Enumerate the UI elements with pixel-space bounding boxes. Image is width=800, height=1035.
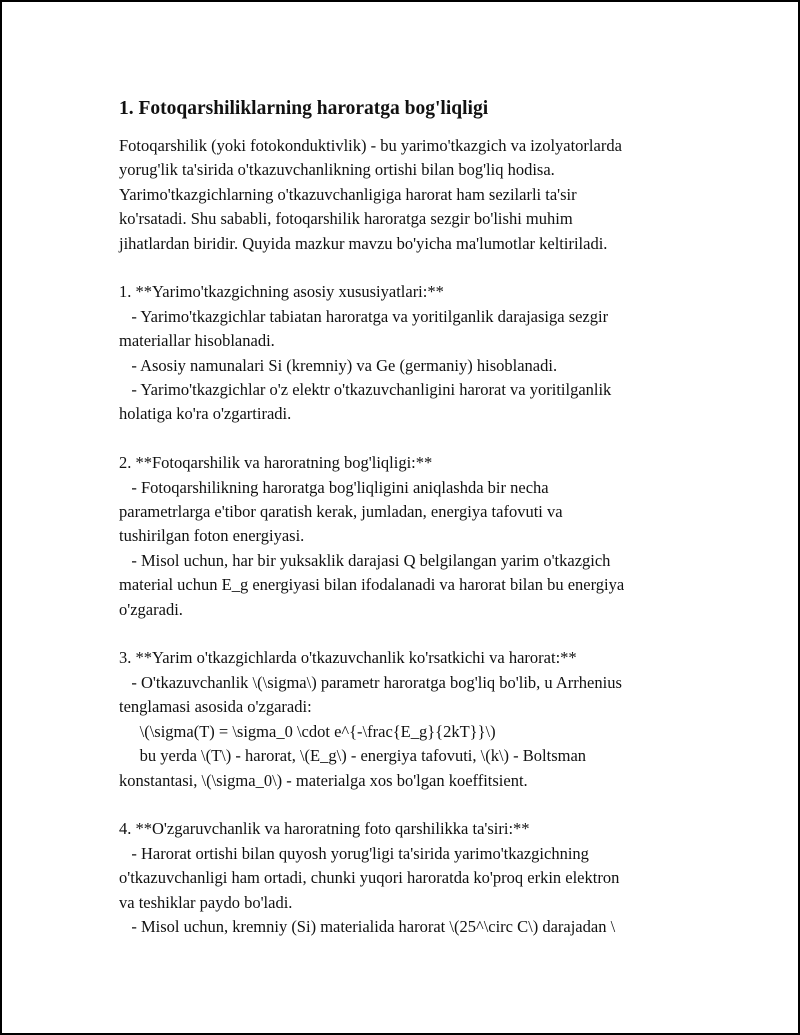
text-line: 4. **O'zgaruvchanlik va haroratning foto qarshilikka ta'siri:** bbox=[119, 819, 530, 839]
text-line: - Yarimo'tkazgichlar tabiatan haroratga va yoritilganlik darajasiga sezgir bbox=[119, 306, 609, 326]
text-line: - Asosiy namunalari Si (kremniy) va Ge (germaniy) hisoblanadi. bbox=[119, 355, 558, 375]
text-line: ko'rsatadi. Shu sababli, fotoqarshilik haroratga sezgir bo'lishi muhim bbox=[119, 209, 573, 229]
document-body bbox=[119, 96, 719, 939]
text-line: - Harorat ortishi bilan quyosh yorug'ligi ta'sirida yarimo'tkazgichning bbox=[119, 843, 589, 863]
text-line: va teshiklar paydo bo'ladi. bbox=[119, 892, 293, 912]
text-line: 3. **Yarim o'tkazgichlarda o'tkazuvchanlik ko'rsatkichi va harorat:** bbox=[119, 648, 577, 668]
section-heading: 1. Fotoqarshiliklarning haroratga bog'liqligi bbox=[119, 98, 489, 119]
blank-line bbox=[119, 622, 719, 646]
text-line: holatiga ko'ra o'zgartiradi. bbox=[119, 404, 292, 424]
blank-line bbox=[119, 256, 719, 280]
text-line: yorug'lik ta'sirida o'tkazuvchanlikning ortishi bilan bog'liq hodisa. bbox=[119, 160, 555, 180]
text-line: o'tkazuvchanligi ham ortadi, chunki yuqori haroratda ko'proq erkin elektron bbox=[119, 868, 620, 888]
text-line: 2. **Fotoqarshilik va haroratning bog'liqligi:** bbox=[119, 453, 433, 473]
text-line: - Fotoqarshilikning haroratga bog'liqligini aniqlashda bir necha bbox=[119, 477, 549, 497]
text-line: - Yarimo'tkazgichlar o'z elektr o'tkazuvchanligini harorat va yoritilganlik bbox=[119, 380, 612, 400]
blank-line bbox=[119, 427, 719, 451]
text-line: jihatlardan biridir. Quyida mazkur mavzu bo'yicha ma'lumotlar keltiriladi. bbox=[119, 233, 608, 253]
blank-line bbox=[119, 793, 719, 817]
text-line: materiallar hisoblanadi. bbox=[119, 331, 275, 351]
text-line: \(\sigma(T) = \sigma_0 \cdot e^{-\frac{E_g}{2kT}}\) bbox=[119, 721, 496, 741]
text-line: Fotoqarshilik (yoki fotokonduktivlik) - bu yarimo'tkazgich va izolyatorlarda bbox=[119, 136, 622, 155]
text-line: parametrlarga e'tibor qaratish kerak, jumladan, energiya tafovuti va bbox=[119, 502, 563, 522]
text-line: tenglamasi asosida o'zgaradi: bbox=[119, 697, 312, 717]
text-line: bu yerda \(T\) - harorat, \(E_g\) - energiya tafovuti, \(k\) - Boltsman bbox=[119, 746, 587, 766]
text-line: konstantasi, \(\sigma_0\) - materialga xos bo'lgan koeffitsient. bbox=[119, 770, 528, 790]
text-line: material uchun E_g energiyasi bilan ifodalanadi va harorat bilan bu energiya bbox=[119, 575, 625, 595]
text-line: - Misol uchun, har bir yuksaklik darajasi Q belgilangan yarim o'tkazgich bbox=[119, 550, 611, 570]
text-line: tushirilgan foton energiyasi. bbox=[119, 526, 305, 546]
text-line: Yarimo'tkazgichlarning o'tkazuvchanligiga harorat ham sezilarli ta'sir bbox=[119, 184, 577, 204]
text-line: - Misol uchun, kremniy (Si) materialida harorat \(25^\circ C\) darajadan \ bbox=[119, 916, 616, 936]
text-line: 1. **Yarimo'tkazgichning asosiy xususiyatlari:** bbox=[119, 282, 444, 302]
text-line: - O'tkazuvchanlik \(\sigma\) parametr haroratga bog'liq bo'lib, u Arrhenius bbox=[119, 672, 622, 692]
text-line: o'zgaradi. bbox=[119, 599, 183, 619]
body-text bbox=[119, 134, 719, 939]
